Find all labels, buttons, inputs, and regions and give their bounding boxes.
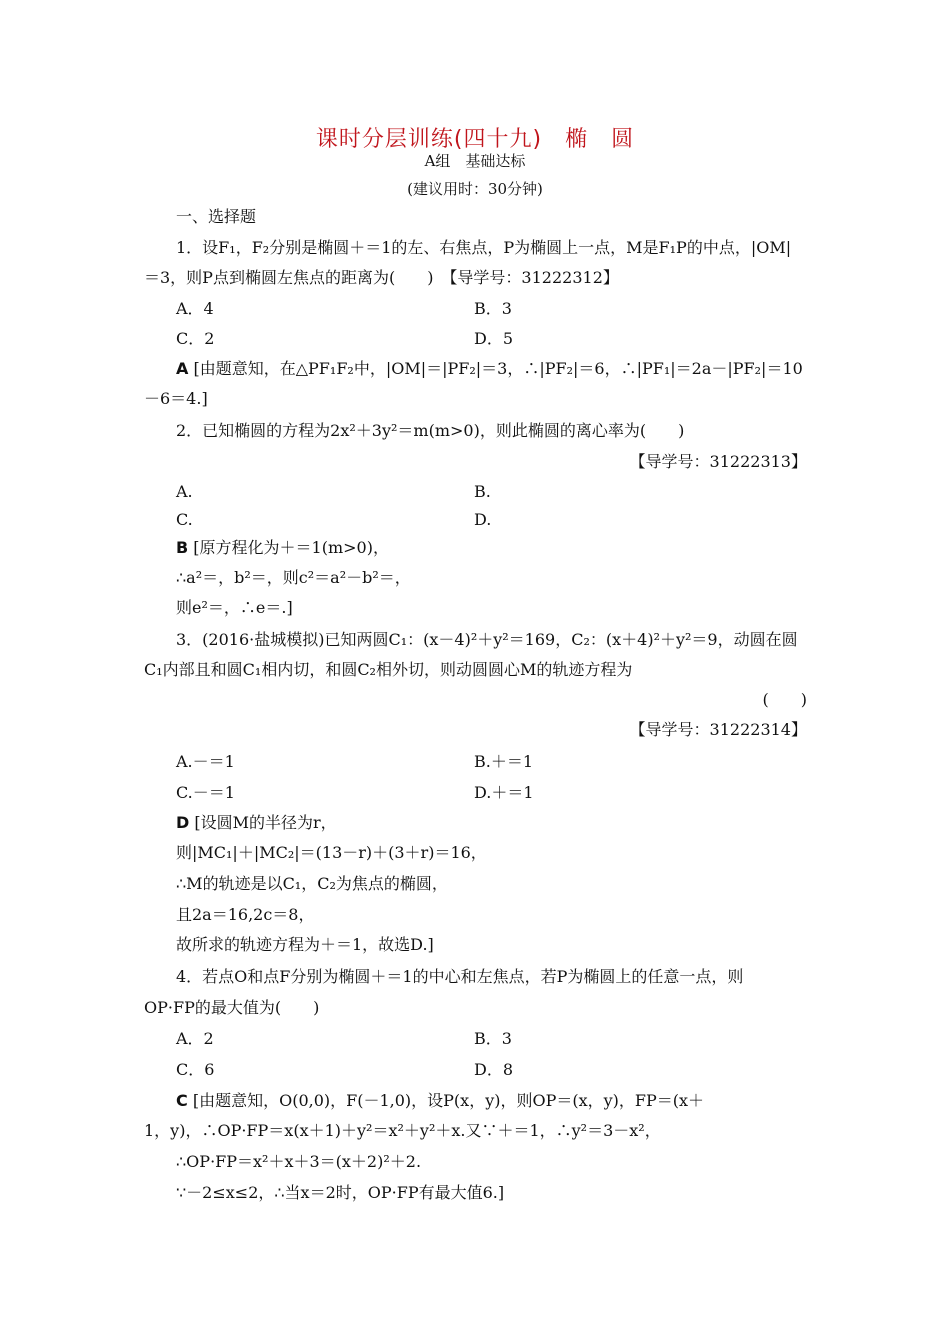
q2-answer-line1 <box>176 538 389 558</box>
q3-answer-line1 <box>176 813 337 833</box>
q1-option-c: C．2 <box>176 329 215 348</box>
q3-answer-paren: ( ) <box>762 690 807 709</box>
q3-answer-line4: 且2a＝16,2c＝8， <box>176 905 315 924</box>
q1-answer-line1 <box>176 359 803 379</box>
q4-stem-line1: 4．若点O和点F分别为椭圆＋＝1的中心和左焦点，若P为椭圆上的任意一点，则 <box>176 967 744 986</box>
q3-stem-line2: C₁内部且和圆C₁相内切，和圆C₂相外切，则动圆圆心M的轨迹方程为 <box>144 660 633 679</box>
q4-answer-letter: C <box>176 1091 188 1110</box>
section-heading: 一、选择题 <box>176 207 257 226</box>
q3-option-b: B.＋＝1 <box>474 752 534 771</box>
q3-answer-letter: D <box>176 813 190 832</box>
q4-option-c: C．6 <box>176 1060 215 1079</box>
q2-guide-number: 【导学号：31222313】 <box>629 452 807 471</box>
q1-answer-letter: A <box>176 359 189 378</box>
suggested-time: (建议用时：30分钟) <box>407 180 543 198</box>
q2-option-a: A. <box>176 482 193 501</box>
q2-stem: 2．已知椭圆的方程为2x²＋3y²＝m(m>0)，则此椭圆的离心率为( ) <box>176 421 685 440</box>
page-title: 课时分层训练(四十九) 椭 圆 <box>315 127 635 152</box>
q2-answer-line3: 则e²＝，∴e＝.] <box>176 598 293 617</box>
q4-answer-line4: ∵－2≤x≤2，∴当x＝2时，OP·FP有最大值6.] <box>176 1183 505 1202</box>
q4-answer-text: [由题意知，O(0,0)，F(－1,0)，设P(x，y)，则OP＝(x，y)，FP＝(x＋ <box>192 1091 705 1110</box>
q2-answer-text: [原方程化为＋＝1(m>0)， <box>193 538 389 557</box>
q2-answer-line2: ∴a²＝，b²＝，则c²＝a²－b²＝， <box>176 568 411 587</box>
q1-option-d: D．5 <box>474 329 514 348</box>
q4-option-b: B．3 <box>474 1029 512 1048</box>
q3-option-c: C.－＝1 <box>176 783 235 802</box>
q1-stem-line1: 1．设F₁，F₂分别是椭圆＋＝1的左、右焦点，P为椭圆上一点，M是F₁P的中点，|OM| <box>176 238 792 257</box>
q2-option-c: C. <box>176 510 193 529</box>
q1-option-a: A．4 <box>176 299 214 318</box>
q2-answer-letter: B <box>176 538 189 557</box>
q2-option-d: D. <box>474 510 492 529</box>
q4-answer-line2: 1，y)，∴OP·FP＝x(x＋1)＋y²＝x²＋y²＋x.又∵＋＝1，∴y²＝3－x²， <box>144 1121 661 1140</box>
q4-stem-line2: OP·FP的最大值为( ) <box>144 998 320 1017</box>
q1-stem-line2: ＝3，则P点到椭圆左焦点的距离为( ) 【导学号：31222312】 <box>144 268 619 287</box>
q4-answer-line3: ∴OP·FP＝x²＋x＋3＝(x＋2)²＋2. <box>176 1152 422 1171</box>
group-subtitle: A组 基础达标 <box>424 152 526 170</box>
q4-answer-line1 <box>176 1091 704 1111</box>
q2-option-b: B. <box>474 482 491 501</box>
q3-option-d: D.＋＝1 <box>474 783 534 802</box>
q1-answer-line2: －6＝4.] <box>144 389 208 408</box>
q3-guide-number: 【导学号：31222314】 <box>629 720 807 739</box>
q3-answer-line2: 则|MC₁|＋|MC₂|＝(13－r)＋(3＋r)＝16， <box>176 843 487 862</box>
q3-answer-text: [设圆M的半径为r， <box>194 813 337 832</box>
q3-answer-line3: ∴M的轨迹是以C₁，C₂为焦点的椭圆， <box>176 874 448 893</box>
q1-answer-text: [由题意知，在△PF₁F₂中，|OM|＝|PF₂|＝3，∴|PF₂|＝6，∴|PF₁|＝2a－|PF₂|＝10 <box>193 359 803 378</box>
q4-option-a: A．2 <box>176 1029 214 1048</box>
q3-answer-line5: 故所求的轨迹方程为＋＝1，故选D.] <box>176 935 434 954</box>
q3-stem-line1: 3．(2016·盐城模拟)已知两圆C₁：(x－4)²＋y²＝169，C₂：(x＋4)²＋y²＝9，动圆在圆 <box>176 630 798 649</box>
q3-option-a: A.－＝1 <box>176 752 235 771</box>
q4-option-d: D．8 <box>474 1060 514 1079</box>
q1-option-b: B．3 <box>474 299 512 318</box>
